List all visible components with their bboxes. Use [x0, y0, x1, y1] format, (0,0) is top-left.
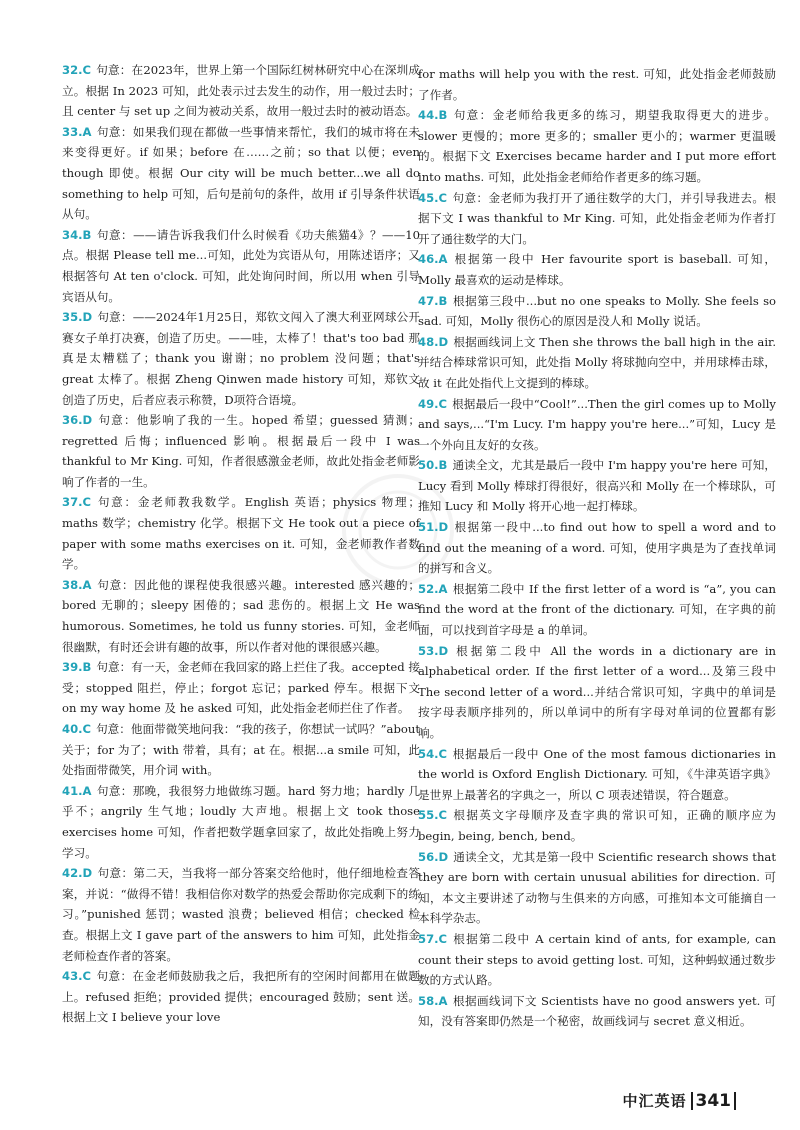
page-footer: [622, 1090, 736, 1111]
explanation-text: 句意：——2024年1月25日，郑钦文闯入了澳大利亚网球公开赛女子单打决赛，创造了历史。——哇，太棒了！that's too bad 那真是太糟糕了；thank you 谢谢；no problem 没问题；that's great 太棒了。根据 Zheng Qinwen made history 可知，郑钦文创造了历史，后者应表示称赞，D项符合语境。: [62, 310, 420, 407]
answer-letter: A: [438, 993, 448, 1008]
answer-letter: C: [438, 396, 448, 411]
question-number: 32.: [62, 63, 83, 77]
question-number: 40.: [62, 722, 83, 736]
question-number: 46.: [418, 252, 439, 267]
question-number: 53.: [418, 643, 439, 658]
answer-letter: C: [438, 190, 448, 205]
explanation-text: 通读全文，尤其是最后一段中 I'm happy you're here 可知，Lucy 看到 Molly 棒球打得很好，很高兴和 Molly 在一个棒球队，可推知 Lucy 和 Molly 将开心地一起打棒球。: [418, 458, 776, 514]
answer-entry: [418, 394, 776, 456]
answer-entry: [418, 641, 776, 744]
question-number: 35.: [62, 310, 83, 325]
explanation-text: 句意：第二天，当我将一部分答案交给他时，他仔细地检查答案，并说：“做得不错！我相信你对数学的热爱会帮助你完成剩下的练习。”punished 惩罚；wasted 浪费；believed 相信；checked 检查。根据上文 I gave part of the answers to him 可知，此处指金老师检查作者的答案。: [62, 866, 420, 963]
explanation-text: 句意：因此他的课程使我很感兴趣。interested 感兴趣的；bored 无聊的；sleepy 困倦的；sad 悲伤的。根据上文 He was humorous. Sometimes, he told us funny stories. 可知，金老师很幽默，有时还会讲有趣的故事，所以作者对他的课很感兴趣。: [62, 577, 420, 654]
question-number: 44.: [418, 108, 439, 123]
answer-letter: D: [82, 866, 93, 881]
page-number: 341: [691, 1092, 737, 1110]
answer-letter: C: [438, 931, 448, 946]
answer-entry: [418, 105, 776, 187]
answer-letter: D: [438, 643, 449, 658]
answer-entry: [62, 122, 420, 225]
explanation-text: 根据第一段中...to find out how to spell a word and to find out the meaning of a word. 可知，使用字典是为了查找单词的拼写和含义。: [418, 520, 776, 576]
footer-label: 中汇英语: [622, 1092, 687, 1110]
answer-entry: [418, 744, 776, 806]
answer-entry: [418, 579, 776, 641]
answer-letter: C: [438, 808, 448, 823]
question-number: 36.: [62, 413, 83, 428]
explanation-text: 句意：有一天，金老师在我回家的路上拦住了我。accepted 接受；stopped 阻拦，停止；forgot 忘记；parked 停车。根据下文 on my way home 及 he asked 可知，此处指金老师拦住了作者。: [62, 660, 420, 716]
explanation-text: 根据第三段中...but no one speaks to Molly. She feels so sad. 可知，Molly 很伤心的原因是没人和 Molly 说话。: [418, 293, 776, 329]
answer-entry: [62, 781, 420, 863]
answer-entry: [418, 249, 776, 290]
answer-letter: C: [82, 495, 92, 510]
answer-letter: D: [82, 413, 93, 428]
question-number: 38.: [62, 577, 83, 592]
answer-letter: C: [82, 63, 92, 77]
answer-entry: [418, 847, 776, 929]
question-number: 41.: [62, 783, 83, 798]
question-number: 58.: [418, 993, 439, 1008]
question-number: 45.: [418, 190, 439, 205]
answer-letter: B: [438, 108, 448, 123]
explanation-text: 句意：——请告诉我我们什么时候看《功夫熊猫4》？——10点。根据 Please tell me...可知，此处为宾语从句，用陈述语序；又根据答句 At ten o'clock. 可知，此处询问时间，所以用 when 引导宾语从句。: [62, 227, 420, 304]
answer-letter: D: [82, 310, 93, 325]
answer-entry: [418, 188, 776, 250]
question-number: 33.: [62, 124, 83, 139]
explanation-text: 根据最后一段中“Cool!”...Then the girl comes up to Molly and says,...“I'm Lucy. I'm happy you're here...”可知，Lucy 是一个外向且友好的女孩。: [418, 396, 776, 452]
question-number: 42.: [62, 866, 83, 881]
answer-entry: [62, 60, 420, 122]
explanation-text: 句意：在2023年，世界上第一个国际红树林研究中心在深圳成立。根据 In 2023 可知，此处表示过去发生的动作，用一般过去时；且 center 与 set up 之间为被动关系，故用一般过去时的被动语态。: [62, 63, 420, 119]
question-number: 34.: [62, 227, 83, 242]
explanation-text: 根据画线词上文 Then she throws the ball high in the air. 并结合棒球常识可知，此处指 Molly 将球抛向空中，并用球棒击球，故 it 在此处指代上文提到的棒球。: [418, 334, 776, 390]
left-column: [62, 60, 420, 1028]
explanation-text: 根据画线词下文 Scientists have no good answers yet. 可知，没有答案即仍然是一个秘密，故画线词与 secret 意义相近。: [418, 993, 776, 1029]
answer-letter: C: [82, 969, 92, 984]
question-number: 50.: [418, 458, 439, 473]
answer-letter: B: [438, 293, 448, 308]
answer-letter: B: [82, 227, 92, 242]
explanation-text: 根据英文字母顺序及查字典的常识可知，正确的顺序应为 begin, being, bench, bend。: [418, 808, 776, 843]
question-number: 48.: [418, 334, 439, 349]
question-number: 39.: [62, 660, 83, 675]
answer-entry: [62, 657, 420, 719]
answer-entry: [62, 719, 420, 781]
explanation-text: 通读全文，尤其是第一段中 Scientific research shows that they are born with certain unusual abilities for direction. 可知，本文主要讲述了动物与生俱来的方向感，可推知本文可能摘自一本科学杂志。: [418, 849, 776, 926]
question-number: 49.: [418, 396, 439, 411]
answer-entry: [62, 410, 420, 492]
explanation-text: 句意：在金老师鼓励我之后，我把所有的空闲时间都用在做题上。refused 拒绝；provided 提供；encouraged 鼓励；sent 送。根据上文 I believe your love: [62, 969, 420, 1025]
answer-entry: [62, 863, 420, 966]
question-number: 47.: [418, 293, 439, 308]
answer-letter: B: [438, 458, 448, 473]
answer-entry: [62, 307, 420, 410]
explanation-text: 句意：那晚，我很努力地做练习题。hard 努力地；hardly 几乎不；angrily 生气地；loudly 大声地。根据上文 took those exercises home 可知，作者把数学题拿回家了，故此处指晚上努力学习。: [62, 783, 420, 860]
answer-letter: C: [438, 746, 448, 761]
question-number: 51.: [418, 520, 439, 535]
explanation-text: 根据第一段中 Her favourite sport is baseball. 可知，Molly 最喜欢的运动是棒球。: [418, 252, 776, 287]
question-number: 57.: [418, 931, 439, 946]
answer-entry: [62, 575, 420, 657]
explanation-text: 根据最后一段中 One of the most famous dictionaries in the world is Oxford English Dictionary. 可知，《牛津英语字典》是世界上最著名的字典之一，所以 C 项表述错误，符合题意。: [418, 746, 776, 802]
question-number: 37.: [62, 495, 83, 510]
answer-letter: A: [82, 577, 92, 592]
answer-entry: [62, 966, 420, 1028]
explanation-text: 句意：金老师给我更多的练习，期望我取得更大的进步。slower 更慢的；more 更多的；smaller 更小的；warmer 更温暖的。根据下文 Exercises became harder and I put more effort into maths. 可知，此处指金老师给作者更多的练习题。: [418, 108, 776, 184]
question-number: 52.: [418, 581, 439, 596]
answer-entry: [418, 291, 776, 332]
answer-entry: [62, 225, 420, 307]
question-number: 55.: [418, 808, 439, 823]
explanation-text: 句意：金老师教我数学。English 英语；physics 物理；maths 数学；chemistry 化学。根据下文 He took out a piece of paper with some maths exercises on it. 可知，金老师教作者数学。: [62, 495, 420, 572]
answer-letter: D: [438, 334, 449, 349]
explanation-text: 根据第二段中 All the words in a dictionary are in alphabetical order. If the first letter of a word...及第三段中 The second letter of a word...并结合常识可知，字典中的单词是按字母表顺序排列的，所以单词中的所有字母对单词的位置都有影响。: [418, 643, 776, 740]
explanation-text: 根据第二段中 If the first letter of a word is “a”, you can find the word at the front of the dictionary. 可知，在字典的前面，可以找到首字母是 a 的单词。: [418, 581, 776, 638]
explanation-text: for maths will help you with the rest. 可知，此处指金老师鼓励了作者。: [418, 67, 776, 102]
question-number: 43.: [62, 969, 83, 984]
explanation-text: 句意：他面带微笑地问我：“我的孩子，你想试一试吗？”about 关于；for 为了；with 带着，具有；at 在。根据...a smile 可知，此处指面带微笑，用介词 with。: [62, 722, 420, 778]
answer-entry: [418, 64, 776, 105]
answer-letter: B: [82, 660, 92, 675]
explanation-text: 句意：他影响了我的一生。hoped 希望；guessed 猜测；regretted 后悔；influenced 影响。根据最后一段中 I was thankful to Mr King. 可知，作者很感激金老师，故此处指金老师影响了作者的一生。: [62, 413, 420, 489]
answer-letter: C: [82, 722, 92, 736]
answer-letter: A: [438, 252, 448, 267]
answer-entry: [418, 805, 776, 846]
answer-letter: A: [82, 783, 92, 798]
answer-entry: [418, 517, 776, 579]
answer-letter: D: [438, 520, 449, 535]
explanation-text: 句意：金老师为我打开了通往数学的大门，并引导我进去。根据下文 I was thankful to Mr King. 可知，此处指金老师为作者打开了通往数学的大门。: [418, 190, 776, 246]
answer-entry: [418, 332, 776, 394]
question-number: 56.: [418, 849, 439, 864]
right-column: [418, 64, 776, 1032]
answer-entry: [62, 492, 420, 574]
answer-entry: [418, 991, 776, 1032]
question-number: 54.: [418, 746, 439, 761]
answer-entry: [418, 455, 776, 517]
answer-letter: D: [438, 849, 449, 864]
explanation-text: 根据第二段中 A certain kind of ants, for example, can count their steps to avoid getting lost. 可知，这种蚂蚁通过数步数的方式认路。: [418, 931, 776, 988]
answer-letter: A: [82, 124, 92, 139]
explanation-text: 句意：如果我们现在都做一些事情来帮忙，我们的城市将在未来变得更好。if 如果；before 在……之前；so that 以便；even though 即使。根据 Our city will be much better...we all do something to help 可知，后句是前句的条件，故用 if 引导条件状语从句。: [62, 124, 420, 222]
answer-letter: A: [438, 581, 448, 596]
answer-entry: [418, 929, 776, 991]
